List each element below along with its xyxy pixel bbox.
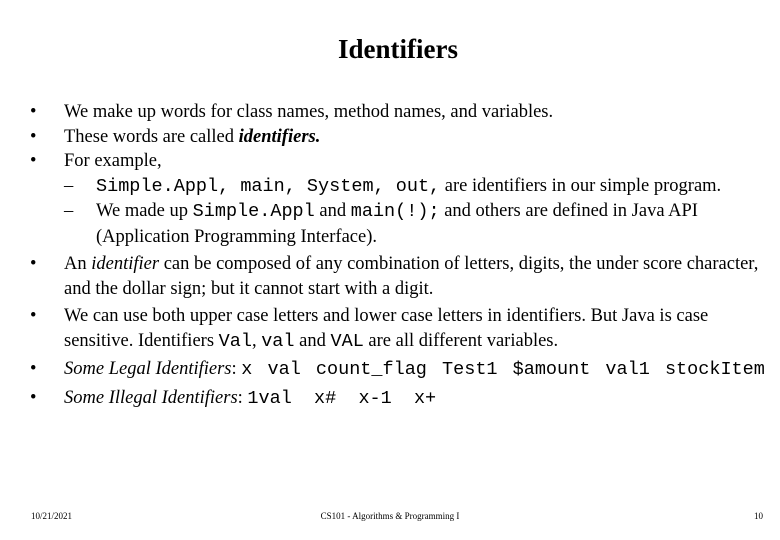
bullet-item	[30, 125, 770, 150]
bullet-text: For example,	[64, 151, 162, 171]
sub-bullet-text: and	[314, 201, 351, 221]
code-text: val	[261, 330, 295, 352]
emphasis-text: Some Legal Identifiers	[64, 359, 232, 379]
bullet-icon: •	[30, 387, 37, 408]
bullet-text: We can use both upper case letters and lower case letters in identifiers. But Java is case sensitive. Identifiers	[64, 306, 709, 351]
bullet-text: We make up words for class names, method names, and variables.	[64, 102, 554, 122]
sub-bullet-item	[30, 199, 770, 249]
bullet-text: :	[231, 359, 242, 379]
sub-bullet-text: are identifiers in our simple program.	[440, 175, 722, 196]
bullet-text: An	[64, 254, 92, 274]
slide-title: Identifiers	[338, 34, 458, 64]
code-text: VAL	[330, 330, 364, 352]
bullet-text: can be composed of any combination of letters, digits, the under score character, and the dollar sign; but it cannot start with a digit.	[64, 254, 759, 299]
bullet-item	[30, 100, 770, 125]
code-text: Simple.Appl, main, System, out,	[96, 175, 441, 197]
code-text: 1val x# x-1 x+	[247, 387, 437, 409]
bullet-item	[30, 149, 770, 174]
dash-icon: –	[64, 201, 74, 221]
bullet-icon: •	[30, 306, 37, 326]
emphasis-text: identifiers.	[238, 126, 321, 147]
bullet-icon: •	[30, 359, 37, 379]
bullet-text: ,	[251, 330, 262, 351]
bullet-text: are all different variables.	[363, 330, 559, 351]
code-text: x val count_flag Test1 $amount val1 stockItem	[241, 359, 765, 380]
bullet-text: These words are called	[64, 126, 239, 147]
emphasis-text: identifier	[91, 254, 160, 274]
bullet-item	[30, 386, 770, 412]
bullet-item	[30, 304, 770, 354]
bullet-icon: •	[30, 254, 37, 274]
bullet-text: and	[294, 330, 331, 351]
code-text: Simple.Appl	[192, 201, 315, 222]
bullet-item	[30, 357, 770, 383]
bullet-text: :	[237, 387, 248, 408]
sub-bullet-text: and others are defined in Java API (Application Programming Interface).	[96, 201, 698, 247]
bullet-list	[30, 100, 770, 411]
emphasis-text: Some Illegal Identifiers	[64, 387, 238, 408]
footer-page-number: 10	[754, 511, 763, 521]
footer-date: 10/21/2021	[31, 511, 73, 521]
bullet-icon: •	[30, 151, 37, 171]
sub-bullet-item	[30, 174, 770, 200]
bullet-icon: •	[30, 126, 37, 147]
dash-icon: –	[64, 175, 74, 196]
code-text: main(!);	[350, 201, 440, 222]
bullet-item	[30, 252, 770, 301]
code-text: Val	[218, 330, 252, 352]
bullet-icon: •	[30, 102, 37, 122]
sub-bullet-text: We made up	[96, 201, 193, 221]
footer-course: CS101 - Algorithms & Programming I	[320, 511, 460, 521]
